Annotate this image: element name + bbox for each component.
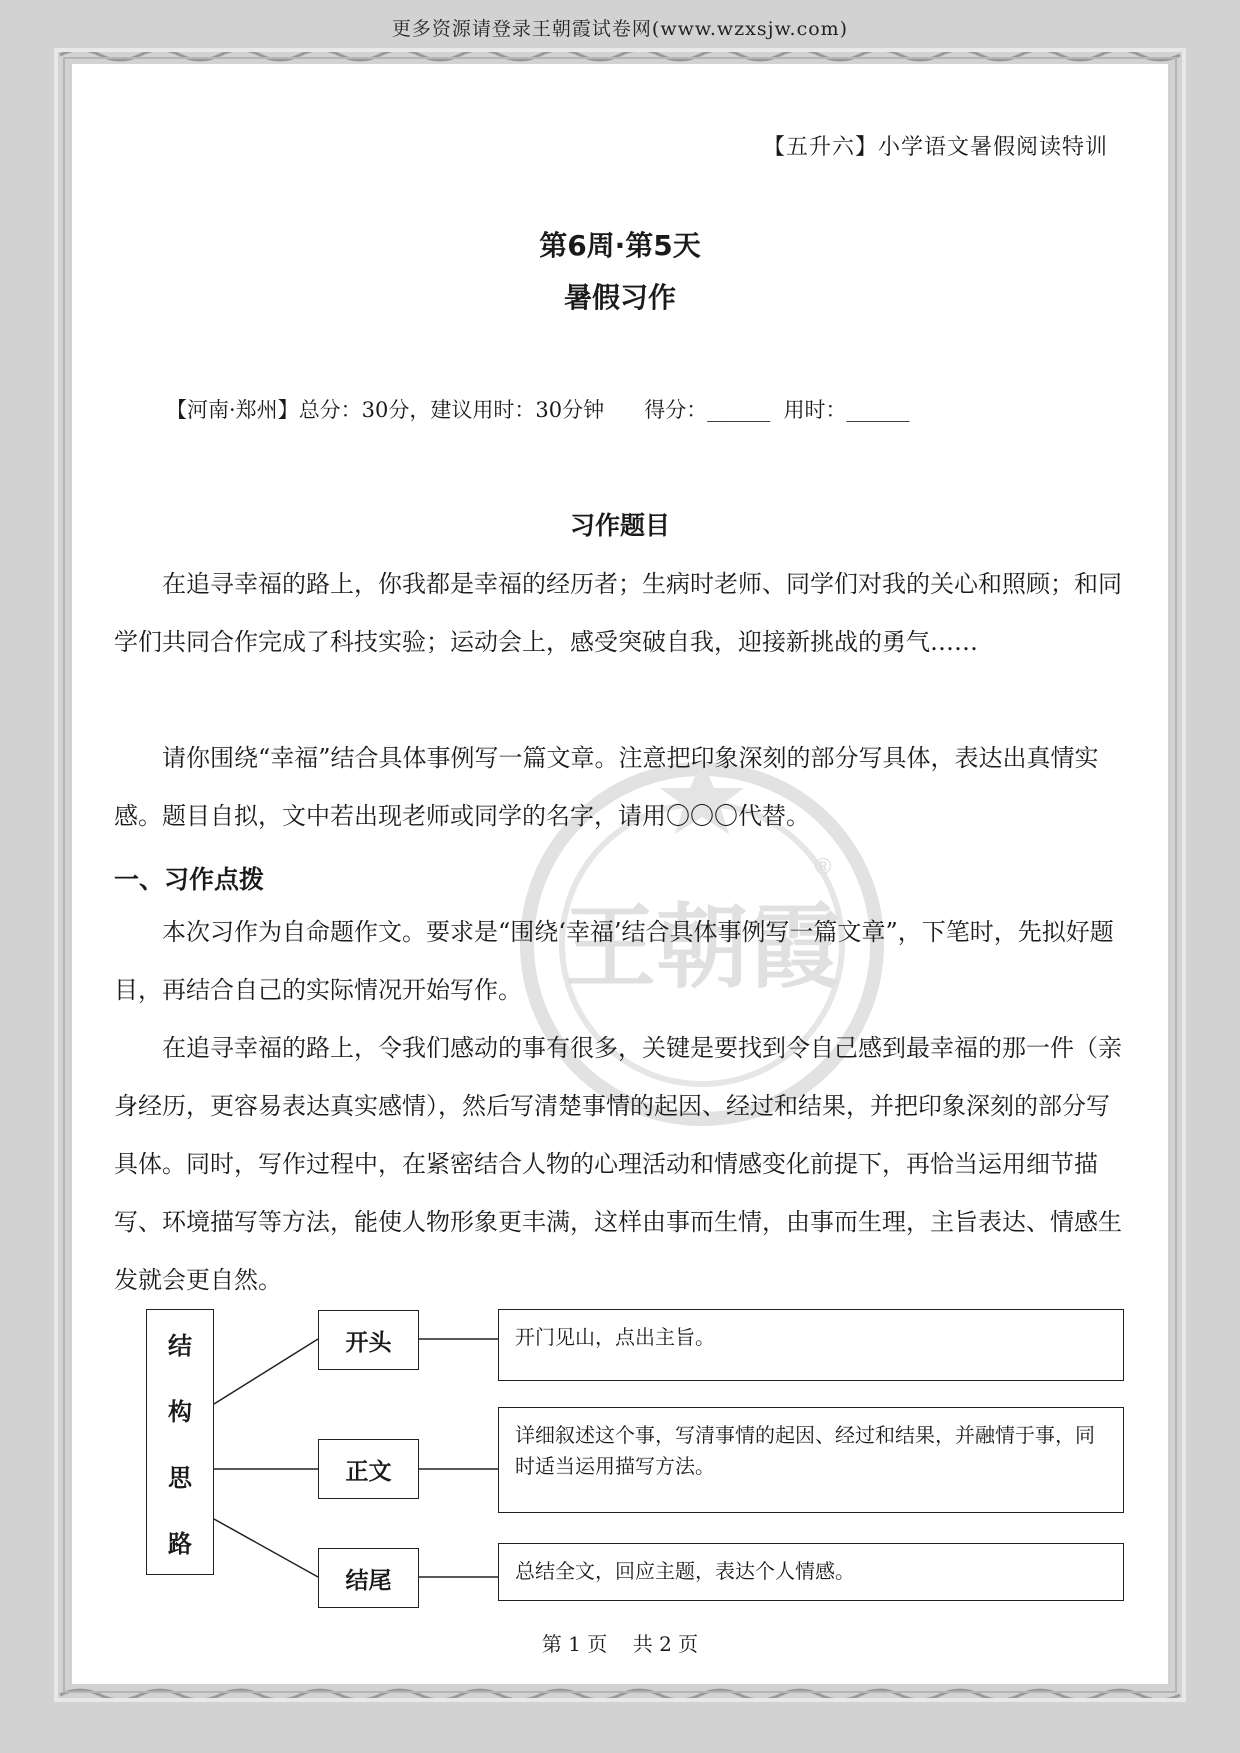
task-paragraph-2: 请你围绕“幸福”结合具体事例写一篇文章。注意把印象深刻的部分写具体，表达出真情实感。题目自拟，文中若出现老师或同学的名字，请用〇〇〇代替。	[114, 744, 1099, 830]
region-label: 【河南·郑州】	[166, 398, 299, 422]
node-opening: 开头	[318, 1310, 419, 1370]
structure-char-2: 构	[168, 1397, 192, 1426]
structure-char-3: 思	[168, 1463, 192, 1492]
structure-label-box	[146, 1309, 214, 1575]
resource-banner: 更多资源请登录王朝霞试卷网(www.wzxsjw.com)	[391, 18, 849, 40]
watermark-text: 王朝霞	[563, 893, 841, 1001]
structure-char-4: 路	[168, 1529, 192, 1558]
desc-opening: 开门见山，点出主旨。	[498, 1309, 1124, 1381]
document-page	[72, 64, 1168, 1684]
desc-ending: 总结全文，回应主题，表达个人情感。	[498, 1543, 1124, 1601]
page-number: 第 1 页 共 2 页	[541, 1632, 699, 1656]
desc-body: 详细叙述这个事，写清事情的起因、经过和结果，并融情于事，同时适当运用描写方法。	[498, 1407, 1124, 1513]
page-subtitle: 暑假习作	[563, 281, 676, 314]
page-title: 第6周·第5天	[539, 229, 701, 262]
registered-mark: ®	[812, 855, 834, 880]
score-blank: 得分：______	[644, 398, 771, 422]
guide-paragraph-1: 本次习作为自命题作文。要求是“围绕‘幸福’结合具体事例写一篇文章”，下笔时，先拟好题目，再结合自己的实际情况开始写作。	[114, 918, 1114, 1004]
section-heading: 一、习作点拨	[114, 865, 265, 894]
total-score-info: 总分：30分，建议用时：30分钟	[298, 398, 605, 422]
time-blank: 用时：______	[783, 398, 910, 422]
node-body: 正文	[318, 1439, 419, 1499]
guide-paragraph-2: 在追寻幸福的路上，令我们感动的事有很多，关键是要找到令自己感到最幸福的那一件（亲身经历，更容易表达真实感情），然后写清楚事情的起因、经过和结果，并把印象深刻的部分写具体。同时，写作过程中，在紧密结合人物的心理活动和情感变化前提下，再恰当运用细节描写、环境描写等方法，能使人物形象更丰满，这样由事而生情，由事而生理，主旨表达、情感生发就会更自然。	[114, 1034, 1122, 1294]
task-heading: 习作题目	[569, 511, 670, 540]
course-tag: 【五升六】小学语文暑假阅读特训	[762, 135, 1108, 160]
node-ending: 结尾	[318, 1548, 419, 1608]
task-paragraph-1: 在追寻幸福的路上，你我都是幸福的经历者；生病时老师、同学们对我的关心和照顾；和同学们共同合作完成了科技实验；运动会上，感受突破自我，迎接新挑战的勇气……	[114, 570, 1122, 656]
structure-char-1: 结	[168, 1331, 192, 1360]
